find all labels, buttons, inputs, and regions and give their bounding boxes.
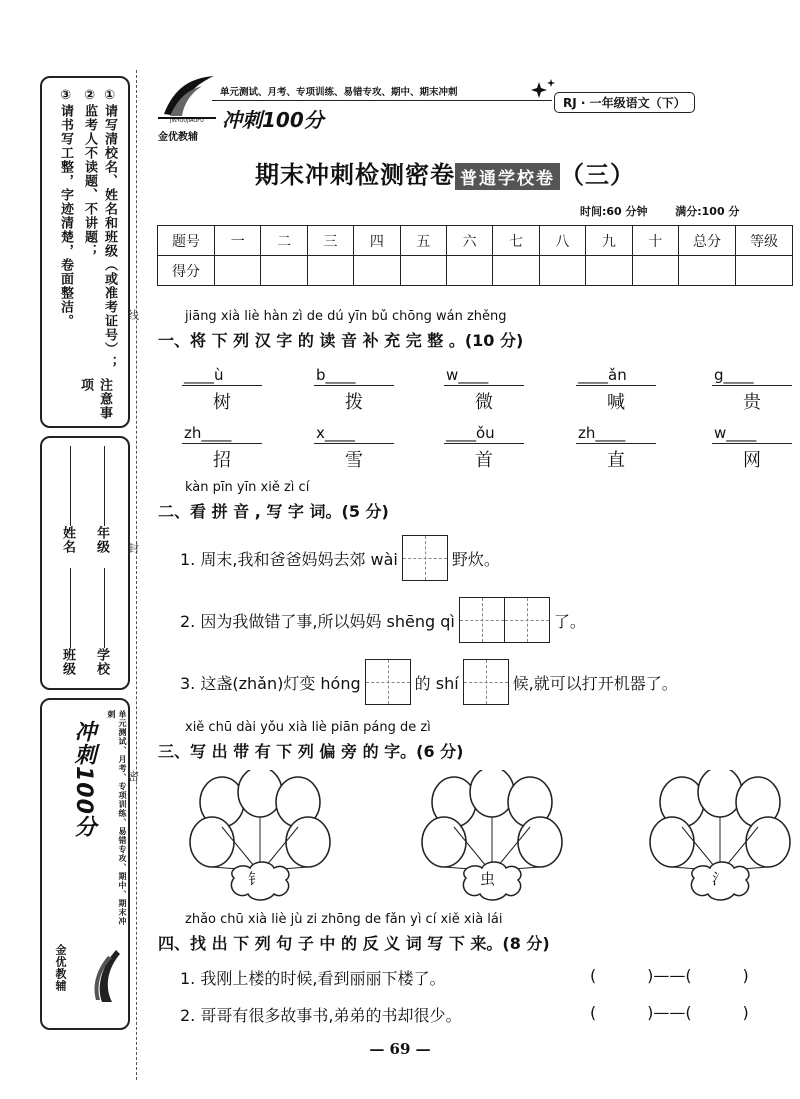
score-header-cell: 三 [307, 226, 353, 256]
q3-pinyin: xiě chū dài yǒu xià liè piān páng de zì [185, 720, 431, 735]
score-header-cell: 一 [215, 226, 261, 256]
score-header-cell: 六 [446, 226, 492, 256]
q4-answer-blank[interactable]: ( )——( ) [590, 1003, 749, 1022]
exam-full-score: 满分:100 分 [675, 205, 740, 218]
q1-item[interactable]: w____ 网 [712, 424, 792, 472]
notice-rule-2: ②监考人不读题、不讲题； [82, 88, 97, 258]
score-cell[interactable] [446, 256, 492, 286]
q4-sentence-1: 1. 我刚上楼的时候,看到丽丽下楼了。 [180, 969, 446, 988]
brand-side-box [40, 698, 130, 1030]
score-header-cell: 五 [400, 226, 446, 256]
radical-label: 虫 [480, 870, 496, 888]
q2-pinyin: kàn pīn yīn xiě zì cí [185, 480, 310, 495]
q4-pinyin: zhǎo chū xià liè jù zi zhōng de fǎn yì cí xiě xià lái [185, 912, 503, 927]
cut-mark-secret: 密 [128, 770, 139, 783]
q1-item[interactable]: x____ 雪 [314, 424, 394, 472]
score-table-header-row [158, 226, 793, 256]
score-cell[interactable] [400, 256, 446, 286]
side-publisher: 金优教辅 [54, 944, 67, 992]
q1-pinyin: jiāng xià liè hàn zì de dú yīn bǔ chōng wán zhěng [185, 309, 507, 324]
q4-sentence-2: 2. 哥哥有很多故事书,弟弟的书却很少。 [180, 1006, 462, 1025]
header-publisher: 金优教辅 [158, 132, 198, 143]
score-header-cell: 九 [586, 226, 632, 256]
q4-answer-blank[interactable]: ( )——( ) [590, 966, 749, 985]
logo-pinyin: JINYOUJIAOFU [170, 118, 204, 124]
tianzige-box[interactable] [365, 659, 411, 705]
score-header-cell: 题号 [158, 226, 215, 256]
score-cell[interactable] [307, 256, 353, 286]
q1-title: 一、将 下 列 汉 字 的 读 音 补 充 完 整 。(10 分) [158, 331, 524, 350]
q2-sentence-1: 1. 周末,我和爸爸妈妈去郊 wài 野炊。 [180, 535, 500, 581]
q1-item[interactable]: zh____ 招 [182, 424, 262, 472]
score-header-cell: 八 [539, 226, 585, 256]
school-type-badge: 普通学校卷 [455, 163, 560, 190]
sparkle-icon [530, 78, 556, 100]
name-field[interactable]: 姓名 [58, 446, 77, 554]
balloon-cluster [642, 770, 792, 910]
score-row-label: 得分 [158, 256, 215, 286]
q4-title: 四、找 出 下 列 句 子 中 的 反 义 词 写 下 来。(8 分) [158, 934, 550, 953]
q1-item[interactable]: ____ù 树 [182, 366, 262, 414]
side-brand-title: 冲刺100分 [71, 720, 96, 838]
q1-item[interactable]: b____ 拨 [314, 366, 394, 414]
exam-info [580, 203, 739, 219]
tianzige-box[interactable] [459, 597, 550, 643]
tianzige-box[interactable] [463, 659, 509, 705]
score-cell[interactable] [493, 256, 539, 286]
q1-item[interactable]: w____ 微 [444, 366, 524, 414]
q2-sentence-2: 2. 因为我做错了事,所以妈妈 shēng qì 了。 [180, 597, 586, 643]
score-cell[interactable] [632, 256, 678, 286]
score-cell[interactable] [736, 256, 793, 286]
header-brand-title: 冲刺100分 [222, 108, 324, 132]
balloon-cluster [182, 770, 332, 910]
q1-item[interactable]: g____ 贵 [712, 366, 792, 414]
score-cell[interactable] [215, 256, 261, 286]
page-number: — 69 — [369, 1040, 431, 1058]
grade-field[interactable]: 年级 [92, 446, 111, 554]
score-header-cell: 等级 [736, 226, 793, 256]
side-logo-icon [82, 946, 122, 1006]
score-header-cell: 十 [632, 226, 678, 256]
score-header-cell: 四 [354, 226, 400, 256]
page-title: 期末冲刺检测密卷 普通学校卷 （三） [255, 161, 635, 189]
cut-line [136, 70, 137, 1080]
score-cell[interactable] [261, 256, 307, 286]
q2-sentence-3: 3. 这盏(zhǎn)灯变 hóng 的 shí 候,就可以打开机器了。 [180, 659, 678, 705]
q1-item[interactable]: ____ǒu 首 [444, 424, 524, 472]
score-header-cell: 七 [493, 226, 539, 256]
notice-rule-3: ③请书写工整，字迹清楚，卷面整洁。 [58, 88, 73, 328]
tianzige-box[interactable] [402, 535, 448, 581]
score-table-row [158, 256, 793, 286]
radical-label: 氵 [712, 870, 728, 888]
grade-badge: RJ · 一年级语文（下） [554, 92, 695, 113]
score-cell[interactable] [586, 256, 632, 286]
score-header-cell: 总分 [679, 226, 736, 256]
cut-mark-line: 线 [128, 309, 139, 322]
balloon-cluster [414, 770, 564, 910]
cut-mark-seal: 封 [128, 542, 139, 555]
score-table [157, 225, 793, 286]
q3-title: 三、写 出 带 有 下 列 偏 旁 的 字。(6 分) [158, 742, 464, 761]
header-tagline: 单元测试、月考、专项训练、易错专攻、期中、期末冲刺 [220, 87, 458, 98]
score-cell[interactable] [679, 256, 736, 286]
class-field[interactable]: 班级 [58, 568, 77, 676]
notice-rule-1: ①请写清校名、姓名和班级（或准考证号）； [102, 88, 117, 370]
header-rule [212, 100, 552, 101]
school-field[interactable]: 学校 [92, 568, 111, 676]
score-cell[interactable] [539, 256, 585, 286]
q1-item[interactable]: zh____ 直 [576, 424, 656, 472]
notice-label: 注意事项 [78, 378, 112, 420]
q2-title: 二、看 拼 音 , 写 字 词。(5 分) [158, 502, 389, 521]
score-cell[interactable] [354, 256, 400, 286]
side-tagline: 单元测试、月考、专项训练、易错专攻、期中、期末冲刺 [107, 710, 127, 926]
student-info-box [40, 436, 130, 690]
radical-label: 钅 [248, 870, 264, 888]
notice-box [40, 76, 130, 428]
score-header-cell: 二 [261, 226, 307, 256]
exam-time: 时间:60 分钟 [580, 205, 648, 218]
q1-item[interactable]: ____ǎn 喊 [576, 366, 656, 414]
